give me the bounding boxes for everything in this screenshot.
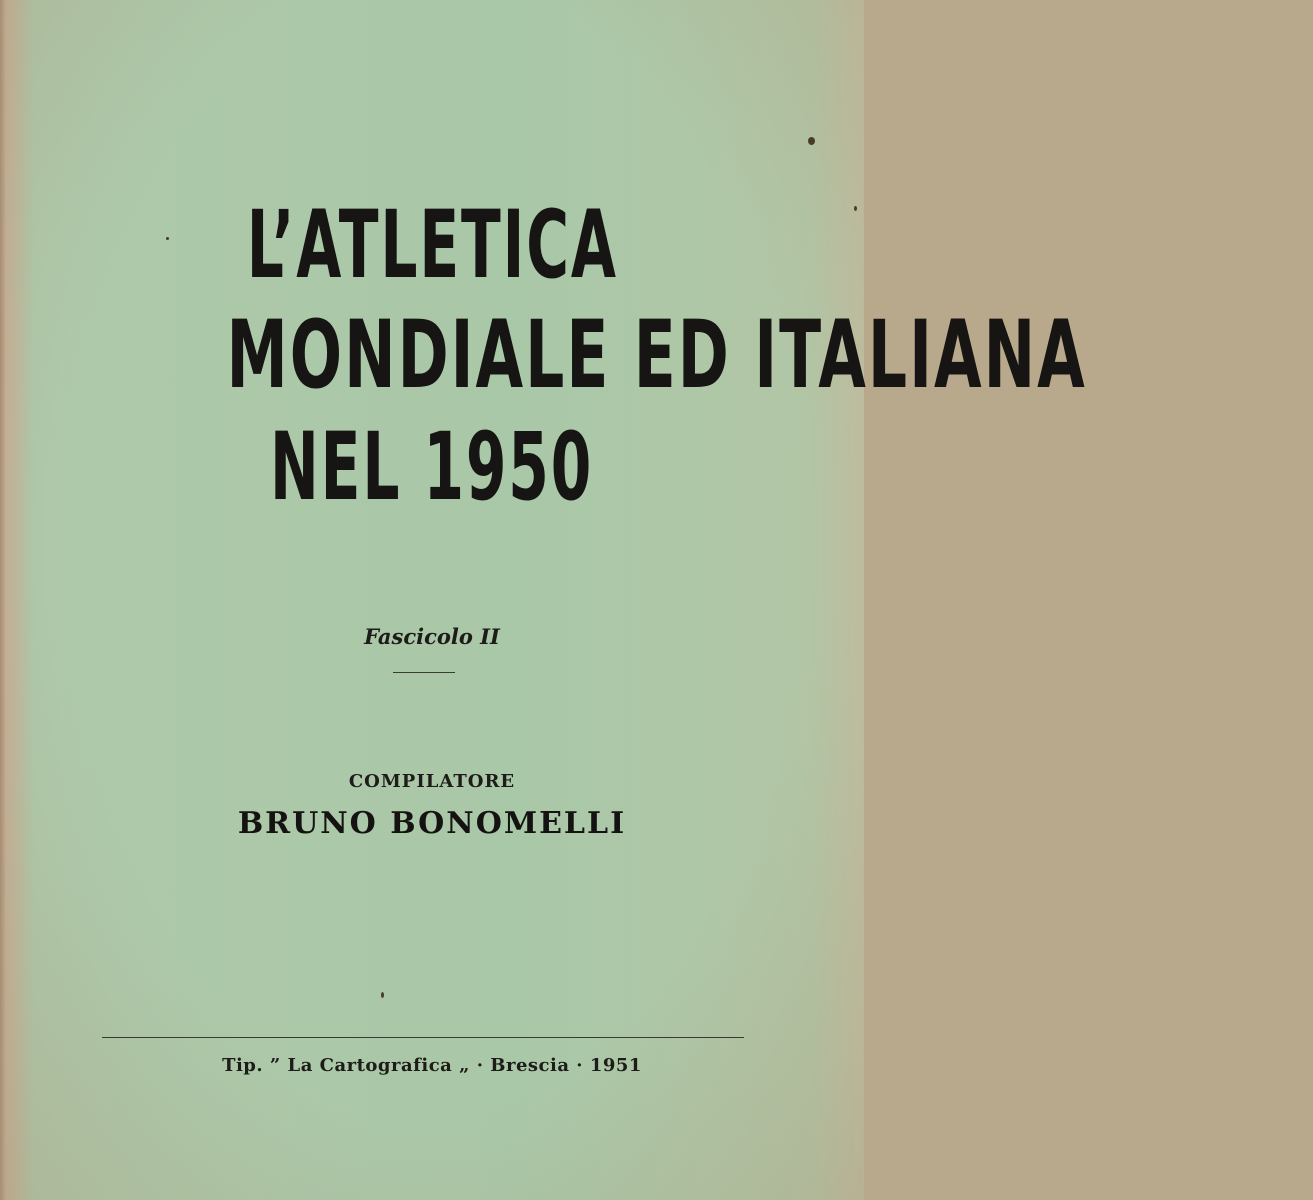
title-line-2: [0, 301, 1087, 410]
title-line-3: [0, 413, 864, 522]
title-line-1: [0, 191, 864, 300]
imprint-divider: [102, 1037, 744, 1038]
paper-speck: [808, 137, 815, 145]
cover-edge-shadow: [0, 0, 6, 1200]
issue-label: Fascicolo II: [364, 624, 500, 649]
paper-speck: [381, 992, 384, 998]
title-line-2-text: MONDIALE ED ITALIANA: [226, 301, 1087, 410]
title-line-1-text: L’ATLETICA: [246, 191, 618, 300]
compiler-name: BRUNO BONOMELLI: [237, 806, 627, 841]
imprint-line: Tip. ” La Cartografica „ · Brescia · 1951: [222, 1055, 642, 1076]
compiler-label: COMPILATORE: [348, 771, 516, 792]
short-divider: [393, 672, 455, 673]
title-line-3-text: NEL 1950: [270, 413, 594, 522]
